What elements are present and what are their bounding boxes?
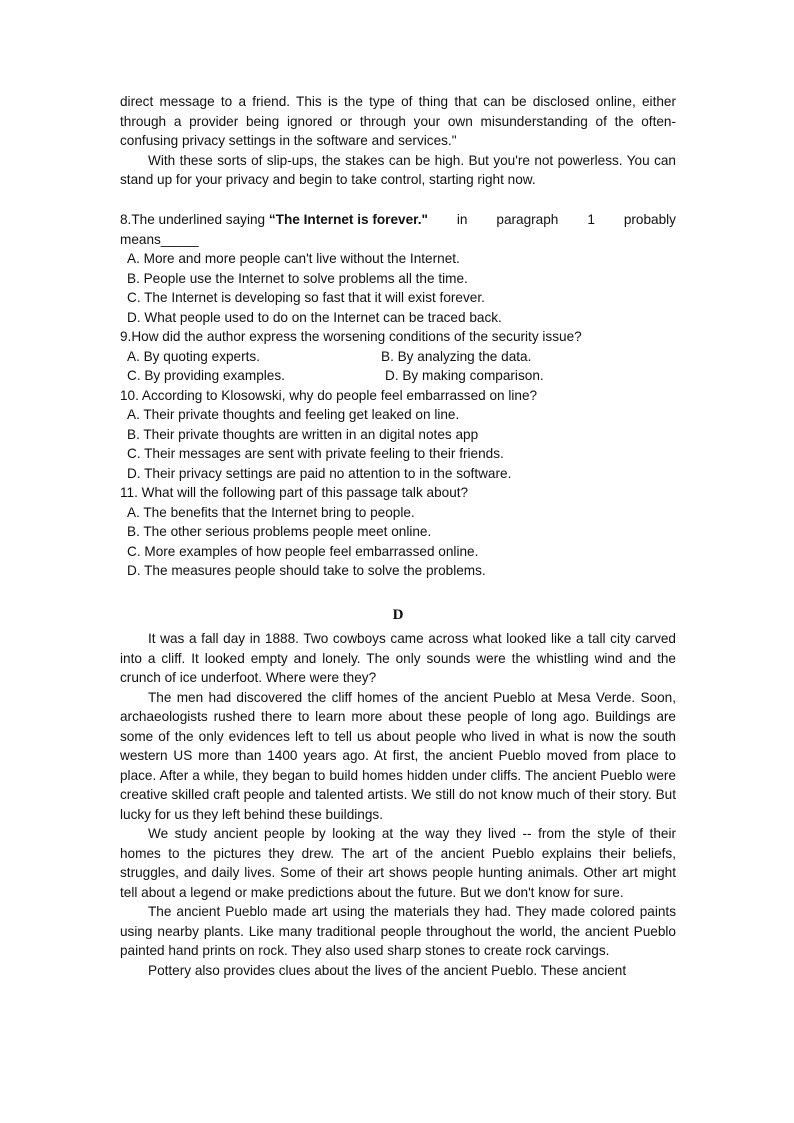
option: C. More examples of how people feel embarrassed online. xyxy=(127,543,479,559)
option: D. Their privacy settings are paid no attention to in the software. xyxy=(127,465,512,481)
question-8-blank: means_____ xyxy=(120,231,199,247)
passage-d-paragraph: The ancient Pueblo made art using the materials they had. They made colored paints using nearby plants. Like many traditional people throughout the world, the ancient Pueblo painted hand prints on rock. They also used sharp stones to create rock carvings. xyxy=(120,904,676,958)
option: D. By making comparison. xyxy=(385,368,544,383)
option: D. What people used to do on the Internet can be traced back. xyxy=(127,309,502,325)
passage-c-paragraph: With these sorts of slip-ups, the stakes can be high. But you're not powerless. You can stand up for your privacy and begin to take control, starting right now. xyxy=(120,152,676,187)
option: C. By providing examples. xyxy=(127,368,285,383)
question-11-stem: 11. What will the following part of this passage talk about? xyxy=(120,485,469,500)
option: D. The measures people should take to solve the problems. xyxy=(127,563,486,578)
option: A. Their private thoughts and feeling get leaked on line. xyxy=(127,407,460,422)
passage-d-paragraph: Pottery also provides clues about the lives of the ancient Pueblo. These ancient xyxy=(148,962,627,978)
option-row xyxy=(127,347,676,367)
question-9-stem: 9.How did the author express the worsening conditions of the security issue? xyxy=(120,329,582,344)
passage-d-paragraph: It was a fall day in 1888. Two cowboys came across what looked like a tall city carved into a cliff. It looked empty and lonely. The only sounds were the whistling wind and the crunch of ice underfoot. Where were they? xyxy=(120,631,676,685)
option: A. The benefits that the Internet bring to people. xyxy=(127,504,415,520)
option: B. People use the Internet to solve problems all the time. xyxy=(127,270,468,286)
passage-d-paragraph: We study ancient people by looking at the way they lived -- from the style of their homes to the pictures they drew. The art of the ancient Pueblo explains their beliefs, struggles, and daily lives. Some of their art shows people hunting animals. Other art might tell about a legend or make predictions about the future. But we don't know for sure. xyxy=(120,826,676,900)
option: A. More and more people can't live without the Internet. xyxy=(127,251,460,266)
passage-c-paragraph: direct message to a friend. This is the type of thing that can be disclosed online, either through a provider being ignored or through your own misunderstanding of the often-confusing privacy settings in the software and services." xyxy=(120,94,676,148)
passage-d-paragraph: The men had discovered the cliff homes of the ancient Pueblo at Mesa Verde. Soon, archaeologists rushed there to learn more about these people of long ago. Buildings are some of the only evidences left to tell us about people who lived in what is now the south western US more than 1400 years ago. At first, the ancient Pueblo moved from place to place. After a while, they began to build homes hidden under cliffs. The ancient Pueblo were creative skilled craft people and talented artists. We still do not know much of their story. But lucky for us they left behind these buildings. xyxy=(120,689,676,822)
question-10-stem: 10. According to Klosowski, why do people feel embarrassed on line? xyxy=(120,387,538,403)
option: C. Their messages are sent with private feeling to their friends. xyxy=(127,446,504,461)
option: B. The other serious problems people meet online. xyxy=(127,524,432,539)
option: A. By quoting experts. xyxy=(127,348,260,364)
option: B. By analyzing the data. xyxy=(381,348,532,364)
option: B. Their private thoughts are written in an digital notes app xyxy=(127,426,479,442)
underlined-quote: “The Internet is forever." xyxy=(268,212,428,227)
option-row xyxy=(127,366,676,386)
question-8-stem: 8.The underlined saying “The Internet is forever." in paragraph 1 probably xyxy=(120,212,676,227)
passage-c-ending xyxy=(120,92,676,190)
questions-block xyxy=(120,210,676,581)
option: C. The Internet is developing so fast that it will exist forever. xyxy=(127,290,485,305)
passage-d xyxy=(120,629,676,980)
section-heading: D xyxy=(392,607,404,623)
